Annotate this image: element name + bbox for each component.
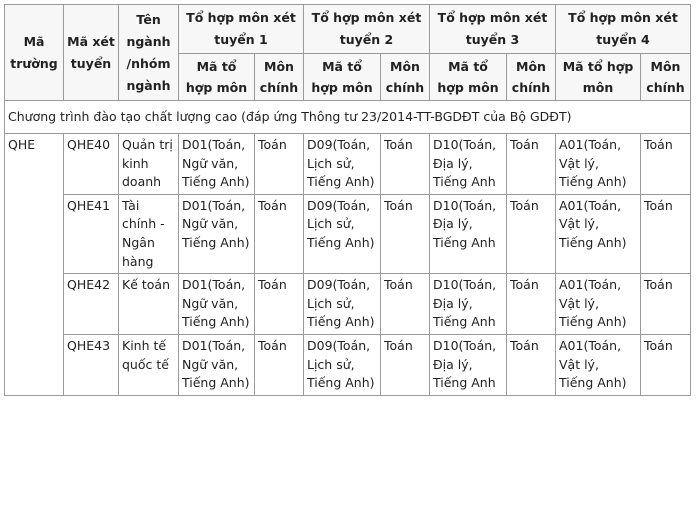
combo-code-cell: A01(Toán, Vật lý, Tiếng Anh) — [556, 274, 641, 335]
major-name-cell: Tài chính - Ngân hàng — [119, 194, 179, 273]
table-row — [5, 194, 691, 273]
combo-code-cell: A01(Toán, Vật lý, Tiếng Anh) — [556, 334, 641, 395]
combo-code-cell: D10(Toán, Địa lý, Tiếng Anh — [430, 274, 507, 335]
combo-code-cell: A01(Toán, Vật lý, Tiếng Anh) — [556, 194, 641, 273]
main-subject-cell: Toán — [507, 134, 556, 195]
combo-code-header: Mã tổ hợp môn — [304, 54, 381, 101]
main-subject-cell: Toán — [381, 194, 430, 273]
main-subject-header: Môn chính — [255, 54, 304, 101]
main-subject-cell: Toán — [255, 134, 304, 195]
main-subject-cell: Toán — [507, 194, 556, 273]
table-row — [5, 274, 691, 335]
combo-code-cell: D09(Toán, Lịch sử, Tiếng Anh) — [304, 334, 381, 395]
main-subject-cell: Toán — [507, 274, 556, 335]
admission-code-cell: QHE41 — [64, 194, 119, 273]
combo-code-cell: D09(Toán, Lịch sử, Tiếng Anh) — [304, 274, 381, 335]
combo-code-cell: D01(Toán, Ngữ văn, Tiếng Anh) — [179, 194, 255, 273]
admission-code-header: Mã xét tuyển — [64, 5, 119, 101]
combo-code-header: Mã tổ hợp môn — [430, 54, 507, 101]
combo-group-header: Tổ hợp môn xét tuyển 3 — [430, 5, 556, 54]
combo-code-cell: D01(Toán, Ngữ văn, Tiếng Anh) — [179, 274, 255, 335]
combo-code-cell: D10(Toán, Địa lý, Tiếng Anh — [430, 334, 507, 395]
combo-group-header: Tổ hợp môn xét tuyển 1 — [179, 5, 304, 54]
main-subject-cell: Toán — [255, 334, 304, 395]
combo-code-header: Mã tổ hợp môn — [179, 54, 255, 101]
admission-table — [4, 4, 691, 396]
major-name-cell: Kế toán — [119, 274, 179, 335]
main-subject-cell: Toán — [255, 194, 304, 273]
main-subject-cell: Toán — [255, 274, 304, 335]
major-name-cell: Quản trị kinh doanh — [119, 134, 179, 195]
program-title: Chương trình đào tạo chất lượng cao (đáp ứng Thông tư 23/2014-TT-BGDĐT của Bộ GDĐT) — [5, 101, 691, 134]
main-subject-cell: Toán — [641, 194, 691, 273]
main-subject-header: Môn chính — [507, 54, 556, 101]
main-subject-header: Môn chính — [381, 54, 430, 101]
main-subject-cell: Toán — [381, 334, 430, 395]
main-subject-cell: Toán — [641, 134, 691, 195]
combo-code-cell: D10(Toán, Địa lý, Tiếng Anh — [430, 194, 507, 273]
table-row — [5, 134, 691, 195]
table-row — [5, 334, 691, 395]
main-subject-cell: Toán — [641, 334, 691, 395]
admission-code-cell: QHE42 — [64, 274, 119, 335]
main-subject-cell: Toán — [641, 274, 691, 335]
combo-code-cell: A01(Toán, Vật lý, Tiếng Anh) — [556, 134, 641, 195]
combo-code-cell: D01(Toán, Ngữ văn, Tiếng Anh) — [179, 134, 255, 195]
combo-group-header: Tổ hợp môn xét tuyển 4 — [556, 5, 691, 54]
program-row — [5, 101, 691, 134]
main-subject-cell: Toán — [381, 134, 430, 195]
admission-code-cell: QHE43 — [64, 334, 119, 395]
admission-code-cell: QHE40 — [64, 134, 119, 195]
combo-code-cell: D09(Toán, Lịch sử, Tiếng Anh) — [304, 194, 381, 273]
combo-code-cell: D01(Toán, Ngữ văn, Tiếng Anh) — [179, 334, 255, 395]
combo-code-header: Mã tổ hợp môn — [556, 54, 641, 101]
combo-code-cell: D10(Toán, Địa lý, Tiếng Anh — [430, 134, 507, 195]
school-code-cell: QHE — [5, 134, 64, 396]
combo-group-header: Tổ hợp môn xét tuyển 2 — [304, 5, 430, 54]
main-subject-cell: Toán — [381, 274, 430, 335]
main-subject-header: Môn chính — [641, 54, 691, 101]
school-code-header: Mã trường — [5, 5, 64, 101]
header-row — [5, 5, 691, 54]
major-name-header: Tên ngành /nhóm ngành — [119, 5, 179, 101]
main-subject-cell: Toán — [507, 334, 556, 395]
combo-code-cell: D09(Toán, Lịch sử, Tiếng Anh) — [304, 134, 381, 195]
major-name-cell: Kinh tế quốc tế — [119, 334, 179, 395]
